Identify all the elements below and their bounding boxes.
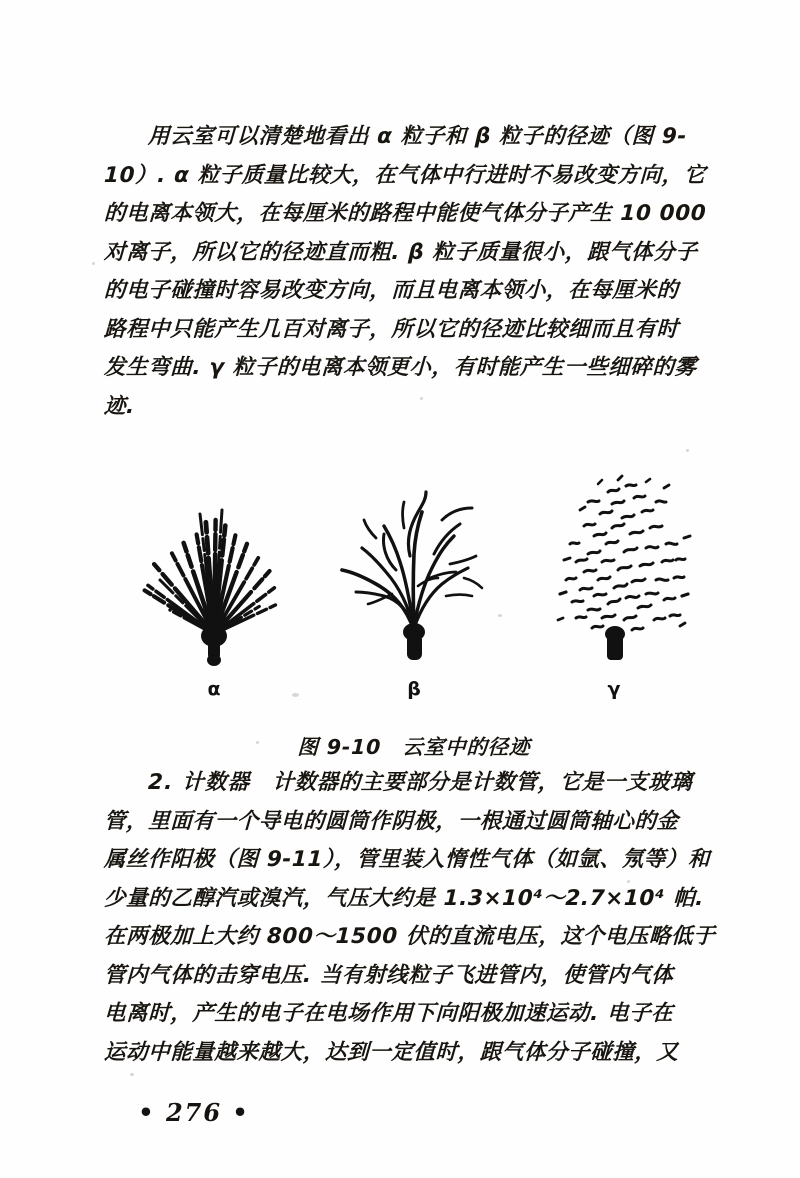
section2-line: 电离时，产生的电子在电场作用下向阳极加速运动. 电子在 — [103, 1001, 674, 1026]
section2-line: 管，里面有一个导电的圆筒作阴极，一根通过圆筒轴心的金 — [103, 808, 680, 834]
alpha-track-panel — [114, 468, 314, 708]
section2-line: 少量的乙醇汽或溴汽，气压大约是 1.3×10⁴～2.7×10⁴ 帕. — [103, 885, 705, 911]
section2-line: 属丝作阳极（图 9-11），管里装入惰性气体（如氩、氖等）和 — [103, 847, 711, 872]
paragraph1-line: 对离子，所以它的径迹直而粗. β 粒子质量很小，跟气体分子 — [103, 239, 698, 265]
paragraph1-line: 路程中只能产生几百对离子，所以它的径迹比较细而且有时 — [103, 316, 680, 342]
paragraph1-line: 迹. — [103, 393, 136, 419]
paragraph1-line: 用云室可以清楚地看出 α 粒子和 β 粒子的径迹（图 9- — [147, 124, 688, 149]
paragraph1-line: 的电离本领大，在每厘米的路程中能使气体分子产生 10 000 — [103, 201, 707, 226]
page-number: • 276 • — [138, 1098, 250, 1127]
paragraph1-line: 10）. α 粒子质量比较大，在气体中行进时不易改变方向，它 — [103, 162, 707, 188]
paragraph1-line: 的电子碰撞时容易改变方向，而且电离本领小，在每厘米的 — [103, 278, 680, 303]
section2-heading: 2. 计数器 — [147, 770, 251, 795]
section2-line: 管内气体的击穿电压. 当有射线粒子飞进管内，使管内气体 — [103, 962, 674, 988]
section-counter — [104, 764, 724, 1072]
gamma-track-icon — [514, 468, 714, 678]
gamma-track-panel — [514, 468, 714, 708]
scan-speckle — [130, 1073, 134, 1076]
section2-line: 在两极加上大约 800～1500 伏的直流电压，这个电压略低于 — [103, 924, 716, 949]
section2-line: 运动中能量越来越大，达到一定值时，跟气体分子碰撞，又 — [103, 1039, 680, 1065]
figure-caption: 图 9-10 云室中的径迹 — [297, 735, 531, 759]
scan-speckle — [92, 262, 95, 265]
scan-speckle — [256, 741, 259, 744]
alpha-label: α — [207, 678, 221, 700]
paragraph-cloud-chamber — [104, 118, 724, 426]
section2-heading-line: 2. 计数器 计数器的主要部分是计数管，它是一支玻璃 — [147, 770, 693, 795]
scan-speckle — [627, 880, 630, 883]
beta-track-panel — [314, 468, 514, 708]
paragraph1-line: 发生弯曲. γ 粒子的电离本领更小，有时能产生一些细碎的雾 — [103, 355, 698, 380]
alpha-track-icon — [114, 468, 314, 678]
gamma-label: γ — [607, 678, 621, 700]
scan-speckle — [686, 449, 689, 452]
scan-speckle — [292, 693, 299, 697]
scan-speckle — [420, 397, 423, 400]
beta-label: β — [407, 678, 421, 700]
scan-speckle — [498, 614, 502, 617]
figure-9-10 — [104, 468, 724, 758]
beta-track-icon — [314, 468, 514, 678]
